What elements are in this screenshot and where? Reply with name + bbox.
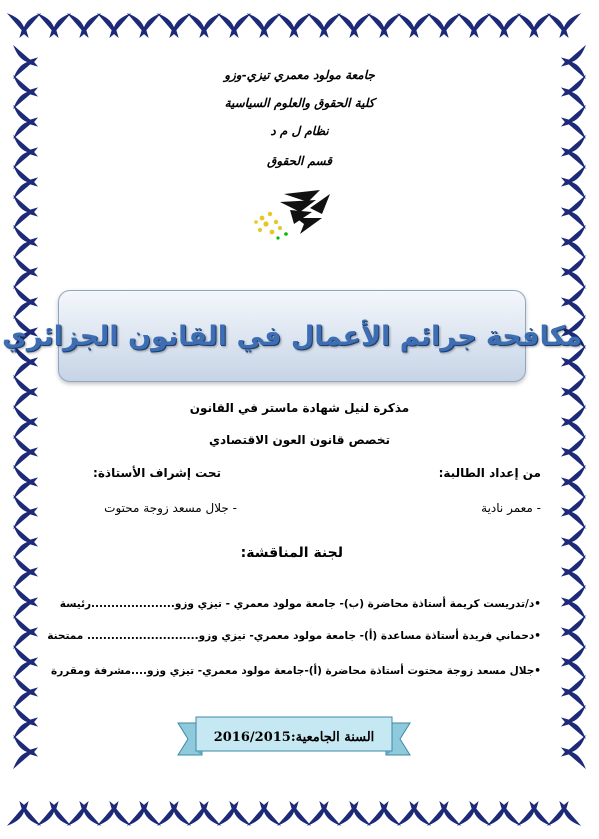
- swallow-bird-icon: [561, 615, 586, 649]
- swallow-bird-icon: [561, 555, 586, 589]
- swallow-bird-icon: [247, 13, 281, 38]
- swallow-bird-icon: [13, 645, 38, 679]
- swallow-bird-icon: [157, 13, 191, 38]
- swallow-bird-icon: [561, 195, 586, 229]
- student-name: - معمر نادية: [481, 501, 541, 515]
- swallow-bird-icon: [547, 13, 581, 38]
- swallow-bird-icon: [561, 285, 586, 319]
- cover-page: [1, 58, 582, 781]
- swallow-bird-icon: [561, 255, 586, 289]
- committee-label: لجنة المناقشة:: [240, 545, 343, 561]
- swallow-bird-icon: [13, 255, 38, 289]
- swallow-bird-icon: [67, 13, 101, 38]
- swallow-bird-icon: [427, 13, 461, 38]
- swallow-bird-icon: [561, 375, 586, 409]
- swallow-bird-icon: [457, 801, 491, 826]
- swallow-bird-icon: [397, 13, 431, 38]
- faculty-name: كلية الحقوق والعلوم السياسية: [224, 96, 375, 110]
- swallow-bird-icon: [7, 13, 41, 38]
- swallow-bird-icon: [13, 465, 38, 499]
- swallow-bird-icon: [13, 615, 38, 649]
- swallow-bird-icon: [561, 45, 586, 79]
- swallow-bird-icon: [13, 75, 38, 109]
- swallow-bird-icon: [13, 705, 38, 739]
- university-name: جامعة مولود معمري تيزي-وزو: [224, 68, 375, 82]
- thesis-title: مكافحة جرائم الأعمال في القانون الجزائري: [1, 320, 582, 352]
- prepared-by-label: من إعداد الطالبة:: [438, 466, 541, 480]
- swallow-bird-icon: [367, 801, 401, 826]
- swallow-bird-icon: [561, 585, 586, 619]
- swallow-bird-icon: [13, 735, 38, 769]
- swallow-bird-icon: [187, 13, 221, 38]
- swallow-bird-icon: [13, 285, 38, 319]
- swallow-bird-icon: [517, 801, 551, 826]
- swallow-bird-icon: [561, 405, 586, 439]
- swallow-bird-icon: [561, 495, 586, 529]
- degree-line: مذكرة لنيل شهادة ماستر في القانون: [189, 401, 410, 415]
- swallow-bird-icon: [487, 801, 521, 826]
- swallow-bird-icon: [561, 645, 586, 679]
- swallow-bird-icon: [547, 801, 581, 826]
- swallow-bird-icon: [187, 801, 221, 826]
- swallow-bird-icon: [217, 13, 251, 38]
- swallow-bird-icon: [337, 801, 371, 826]
- swallow-bird-icon: [277, 801, 311, 826]
- swallow-bird-icon: [561, 675, 586, 709]
- swallow-bird-icon: [97, 13, 131, 38]
- supervised-by-label: تحت إشراف الأستاذة:: [93, 466, 221, 480]
- swallow-bird-icon: [561, 135, 586, 169]
- swallow-bird-icon: [13, 105, 38, 139]
- swallow-bird-icon: [13, 525, 38, 559]
- swallow-bird-icon: [307, 801, 341, 826]
- swallow-bird-icon: [561, 525, 586, 559]
- swallow-bird-icon: [67, 801, 101, 826]
- swallow-bird-icon: [247, 801, 281, 826]
- swallow-bird-icon: [517, 13, 551, 38]
- swallow-bird-icon: [13, 495, 38, 529]
- committee-member: •دحماني فريدة أستاذة مساعدة (أ)- جامعة مولود معمري- تيزي وزو............................ ممتحنة: [47, 630, 541, 642]
- swallow-bird-icon: [13, 225, 38, 259]
- swallow-bird-icon: [427, 801, 461, 826]
- swallow-bird-icon: [13, 195, 38, 229]
- swallow-bird-icon: [13, 435, 38, 469]
- system-name: نظام ل م د: [270, 124, 329, 138]
- swallow-bird-icon: [561, 705, 586, 739]
- swallow-bird-icon: [13, 555, 38, 589]
- swallow-bird-icon: [13, 165, 38, 199]
- swallow-bird-icon: [127, 13, 161, 38]
- swallow-bird-icon: [457, 13, 491, 38]
- swallow-bird-icon: [13, 675, 38, 709]
- swallow-bird-icon: [561, 75, 586, 109]
- swallow-bird-icon: [97, 801, 131, 826]
- university-logo: [250, 188, 340, 244]
- supervisor-name: - جلال مسعد زوجة محتوت: [104, 501, 237, 515]
- swallow-bird-icon: [487, 13, 521, 38]
- swallow-bird-icon: [157, 801, 191, 826]
- swallow-bird-icon: [337, 13, 371, 38]
- swallow-bird-icon: [367, 13, 401, 38]
- swallow-bird-icon: [277, 13, 311, 38]
- specialty-line: تخصص قانون العون الاقتصادي: [209, 433, 390, 447]
- swallow-bird-icon: [397, 801, 431, 826]
- committee-member: •د/تدريست كريمة أستاذة محاضرة (ب)- جامعة مولود معمري - تيزي وزو.....................رئيسة: [59, 598, 541, 610]
- swallow-bird-icon: [13, 45, 38, 79]
- swallow-bird-icon: [561, 465, 586, 499]
- swallow-bird-icon: [13, 585, 38, 619]
- swallow-bird-icon: [307, 13, 341, 38]
- swallow-bird-icon: [127, 801, 161, 826]
- swallow-bird-icon: [561, 165, 586, 199]
- swallow-bird-icon: [561, 735, 586, 769]
- swallow-bird-icon: [7, 801, 41, 826]
- committee-member: •جلال مسعد زوجة محتوت أستاذة محاضرة (أ)-جامعة مولود معمري- تيزي وزو....مشرفة ومقررة: [51, 665, 541, 677]
- swallow-bird-icon: [561, 105, 586, 139]
- swallow-bird-icon: [13, 375, 38, 409]
- department-name: قسم الحقوق: [267, 154, 332, 168]
- swallow-bird-icon: [561, 435, 586, 469]
- swallow-bird-icon: [13, 405, 38, 439]
- swallow-bird-icon: [37, 801, 71, 826]
- academic-year: السنة الجامعية:2016/2015: [213, 729, 375, 745]
- swallow-bird-icon: [217, 801, 251, 826]
- swallow-bird-icon: [13, 135, 38, 169]
- thesis-title-box: [1, 290, 582, 382]
- swallow-bird-icon: [561, 225, 586, 259]
- swallow-bird-icon: [37, 13, 71, 38]
